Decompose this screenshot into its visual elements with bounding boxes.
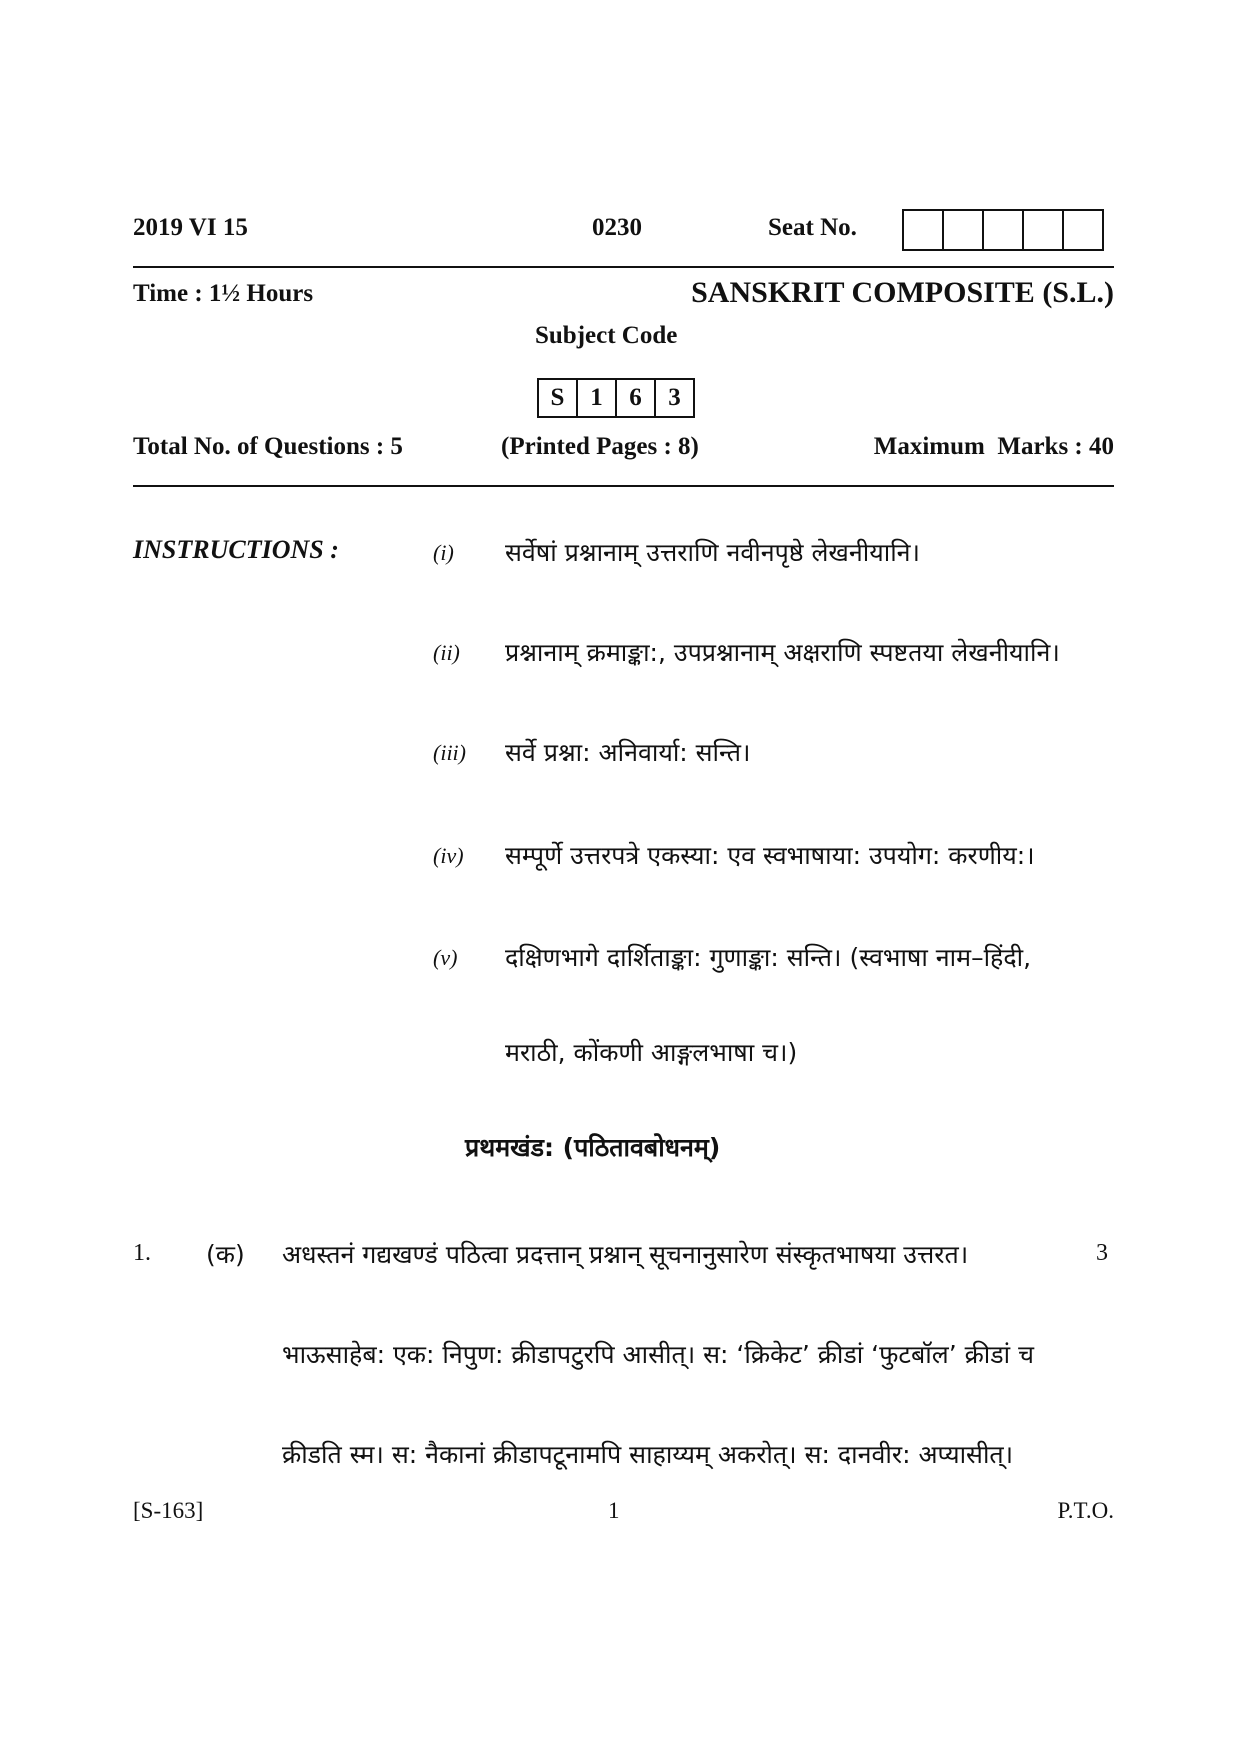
section-title: प्रथमखंड: (पठितावबोधनम्) xyxy=(465,1133,721,1162)
question-marks: 3 xyxy=(1096,1240,1108,1266)
header-divider-bottom xyxy=(133,485,1114,487)
instruction-text: दक्षिणभागे दार्शिताङ्का: गुणाङ्का: सन्ति। (स्वभाषा नाम–हिंदी, xyxy=(505,943,1032,972)
seat-box[interactable] xyxy=(982,211,1022,249)
passage-line: क्रीडति स्म। स: नैकानां क्रीडापटूनामपि साहाय्यम् अकरोत्। स: दानवीर: अप्यासीत्। xyxy=(282,1440,1014,1469)
seat-box[interactable] xyxy=(904,211,942,249)
instruction-text-continued: मराठी, कोंकणी आङ्गलभाषा च।) xyxy=(505,1038,798,1067)
page-number: 1 xyxy=(608,1498,620,1523)
instruction-number: (v) xyxy=(433,945,458,970)
question-subpart: (क) xyxy=(206,1240,245,1269)
seat-number-boxes[interactable] xyxy=(902,209,1104,251)
paper-code: 0230 xyxy=(592,214,642,241)
date-code: 2019 VI 15 xyxy=(133,214,248,241)
subject-code-char: 3 xyxy=(654,380,693,416)
subject-code-char: 1 xyxy=(576,380,615,416)
seat-box[interactable] xyxy=(1022,211,1062,249)
instructions-label: INSTRUCTIONS : xyxy=(133,535,339,564)
instruction-number: (iv) xyxy=(433,843,464,868)
seat-label: Seat No. xyxy=(768,214,857,241)
question-prompt: अधस्तनं गद्यखण्डं पठित्वा प्रदत्तान् प्रश्नान् सूचनानुसारेण संस्कृतभाषया उत्तरत। xyxy=(282,1240,969,1269)
instruction-number: (iii) xyxy=(433,740,466,765)
question-number: 1. xyxy=(133,1240,151,1266)
subject-code-boxes xyxy=(537,378,695,418)
subject-code-char: S xyxy=(550,384,565,411)
instruction-text: प्रश्नानाम् क्रमाङ्का:, उपप्रश्नानाम् अक्षराणि स्पष्टतया लेखनीयानि। xyxy=(505,638,1060,667)
footer-paper-code: [S-163] xyxy=(133,1498,204,1523)
instruction-text: सर्वेषां प्रश्नानाम् उत्तराणि नवीनपृष्ठे लेखनीयानि। xyxy=(505,538,921,567)
passage-line: भाऊसाहेब: एक: निपुण: क्रीडापटुरपि आसीत्। स: ‘क्रिकेट’ क्रीडां ‘फुटबॉल’ क्रीडां च xyxy=(282,1340,1034,1369)
maximum-marks: Maximum Marks : 40 xyxy=(873,433,1114,460)
instruction-text: सम्पूर्णे उत्तरपत्रे एकस्या: एव स्वभाषाया: उपयोग: करणीय:। xyxy=(505,841,1035,870)
time-allowed: Time : 1½ Hours xyxy=(133,280,314,307)
header-divider-top xyxy=(133,266,1114,268)
instruction-number: (ii) xyxy=(433,640,460,665)
subject-code-label: Subject Code xyxy=(535,322,678,349)
seat-box[interactable] xyxy=(1062,211,1102,249)
instruction-number: (i) xyxy=(433,540,454,565)
subject-title: SANSKRIT COMPOSITE (S.L.) xyxy=(691,276,1114,309)
total-questions: Total No. of Questions : 5 xyxy=(133,433,403,460)
instruction-text: सर्वे प्रश्ना: अनिवार्या: सन्ति। xyxy=(505,738,751,767)
printed-pages: (Printed Pages : 8) xyxy=(501,433,699,460)
please-turn-over: P.T.O. xyxy=(1057,1498,1114,1523)
seat-box[interactable] xyxy=(942,211,982,249)
subject-code-char: 6 xyxy=(615,380,654,416)
